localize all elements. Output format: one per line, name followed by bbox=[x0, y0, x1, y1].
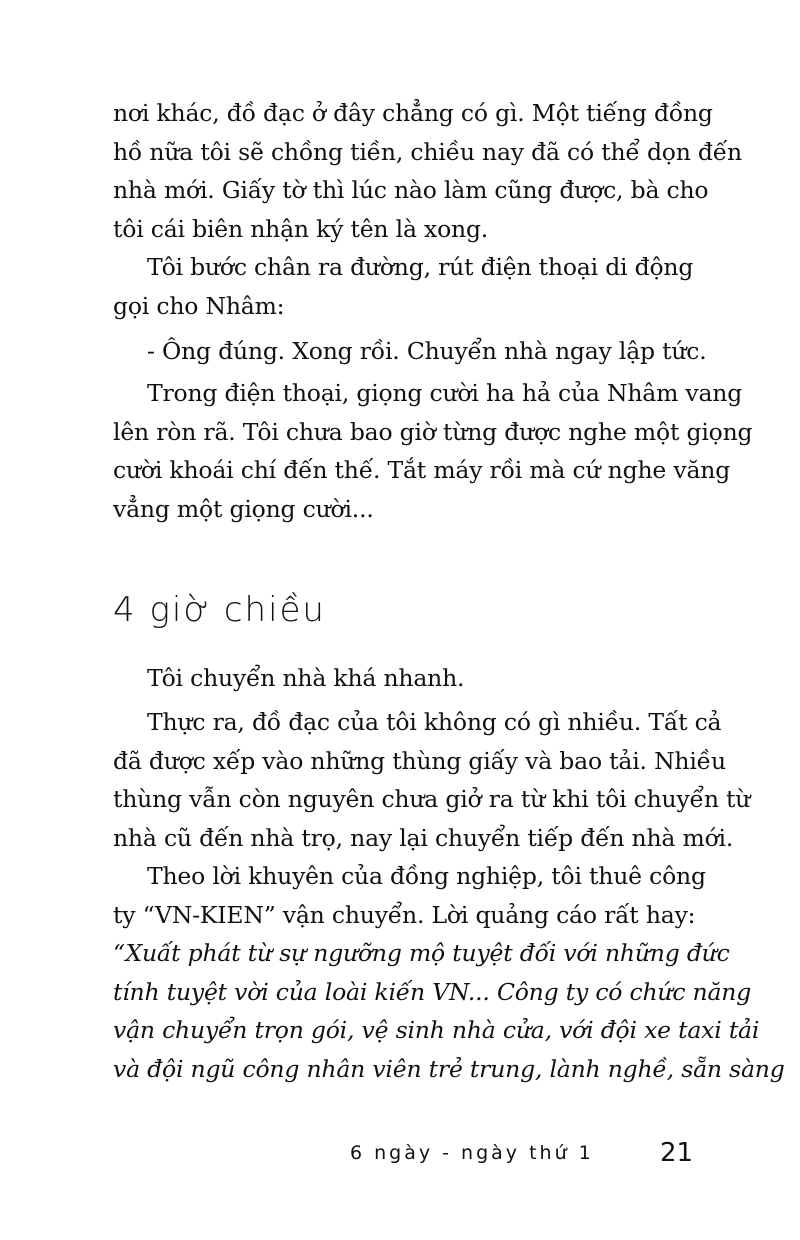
text-line: nơi khác, đồ đạc ở đây chẳng có gì. Một tiếng đồng bbox=[113, 99, 713, 127]
running-head: 6 ngày - ngày thứ 1 bbox=[350, 1142, 594, 1164]
text-line: Thực ra, đồ đạc của tôi không có gì nhiều. Tất cả bbox=[147, 708, 722, 736]
paragraph-continued bbox=[113, 94, 742, 248]
text-line: gọi cho Nhâm: bbox=[113, 291, 285, 320]
quote-line: vận chuyển trọn gói, vệ sinh nhà cửa, với đội xe taxi tải bbox=[113, 1016, 760, 1045]
text-line: thùng vẫn còn nguyên chưa giở ra từ khi tôi chuyển từ bbox=[113, 785, 751, 814]
text-line: Tôi chuyển nhà khá nhanh. bbox=[147, 664, 465, 692]
text-line: - Ông đúng. Xong rồi. Chuyển nhà ngay lập tức. bbox=[147, 337, 707, 365]
page-footer bbox=[0, 1138, 800, 1178]
paragraph bbox=[113, 659, 688, 698]
text-line: Tôi bước chân ra đường, rút điện thoại di động bbox=[147, 253, 694, 281]
quote-line: và đội ngũ công nhân viên trẻ trung, lành nghề, sẵn sàng bbox=[113, 1054, 785, 1083]
text-line: lên ròn rã. Tôi chưa bao giờ từng được nghe một giọng bbox=[113, 417, 753, 446]
page-number: 21 bbox=[660, 1138, 694, 1168]
dialogue-paragraph bbox=[113, 332, 707, 371]
quote-line: tính tuyệt vời của loài kiến VN... Công ty có chức năng bbox=[113, 977, 752, 1006]
paragraph bbox=[113, 374, 753, 528]
text-line: nhà cũ đến nhà trọ, nay lại chuyển tiếp đến nhà mới. bbox=[113, 823, 734, 852]
text-line: nhà mới. Giấy tờ thì lúc nào làm cũng được, bà cho bbox=[113, 176, 709, 205]
text-line: đã được xếp vào những thùng giấy và bao tải. Nhiều bbox=[113, 746, 726, 775]
paragraph bbox=[113, 857, 785, 1089]
text-line: Theo lời khuyên của đồng nghiệp, tôi thuê công bbox=[147, 862, 706, 890]
text-line: cười khoái chí đến thế. Tắt máy rồi mà cứ nghe văng bbox=[113, 456, 731, 485]
section-heading: 4 giờ chiều bbox=[113, 590, 326, 630]
quote-line: “Xuất phát từ sự ngưỡng mộ tuyệt đối với những đức bbox=[113, 939, 730, 968]
text-line: tôi cái biên nhận ký tên là xong. bbox=[113, 214, 489, 243]
text-line: hồ nữa tôi sẽ chồng tiền, chiều nay đã có thể dọn đến bbox=[113, 137, 742, 166]
paragraph bbox=[113, 703, 751, 857]
paragraph bbox=[113, 248, 694, 325]
text-line: Trong điện thoại, giọng cười ha hả của Nhâm vang bbox=[147, 379, 743, 407]
text-line: ty “VN-KIEN” vận chuyển. Lời quảng cáo rất hay: bbox=[113, 900, 696, 929]
text-line: vẳng một giọng cười... bbox=[113, 494, 374, 523]
